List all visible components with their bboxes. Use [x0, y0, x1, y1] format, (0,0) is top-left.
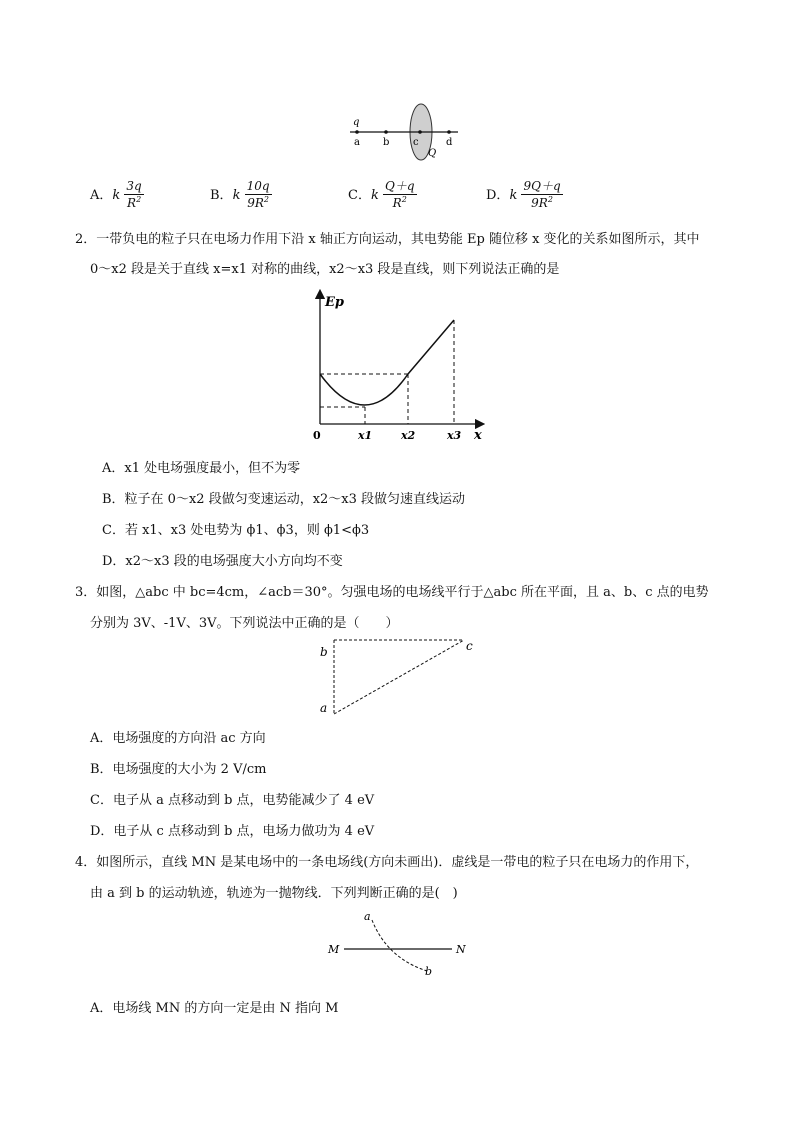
q1-option-d: D．k $\frac{9Q+q}{9R^2}$	[486, 179, 561, 210]
q1-label-c: c	[413, 137, 419, 148]
q4-stem-line2: 由 a 到 b 的运动轨迹，轨迹为一抛物线．下列判断正确的是( )	[90, 886, 458, 901]
q2-stem-line2: 0～x2 段是关于直线 x=x1 对称的曲线，x2～x3 段是直线，则下列说法正确的是	[90, 262, 560, 277]
q1-label-b: b	[383, 137, 390, 148]
q1-label-q: q	[353, 117, 360, 128]
q1-label-Q: Q	[428, 148, 437, 159]
q2-x2-label: x2	[401, 429, 416, 442]
q1-option-c: C．k $\frac{Q+q}{R^2}$	[348, 179, 415, 210]
q4-label-N: N	[456, 943, 466, 956]
q3-stem-line2: 分别为 3V、-1V、3V。下列说法中正确的是（ ）	[90, 616, 399, 631]
q3-option-d: D．电子从 c 点移动到 b 点，电场力做功为 4 eV	[90, 824, 375, 839]
q1-label-d: d	[446, 137, 453, 148]
q2-ylabel: Ep	[325, 295, 344, 310]
q2-option-b: B．粒子在 0～x2 段做匀变速运动，x2～x3 段做匀速直线运动	[102, 492, 466, 507]
q2-option-c: C．若 x1、x3 处电势为 ϕ1、ϕ3，则 ϕ1<ϕ3	[102, 523, 370, 538]
q2-x1-label: x1	[358, 429, 373, 442]
q2-ep-graph	[300, 286, 500, 448]
q1-option-a: A．k $\frac{3q}{R^2}$	[90, 179, 142, 210]
q2-stem-line1: 2．一带负电的粒子只在电场力作用下沿 x 轴正方向运动，其电势能 Ep 随位移 x 变化的关系如图所示，其中	[75, 232, 700, 247]
q3-triangle-figure	[316, 634, 486, 720]
q3-label-c: c	[466, 639, 473, 653]
q3-option-a: A．电场强度的方向沿 ac 方向	[90, 731, 266, 746]
q2-ep-curve	[320, 320, 454, 405]
q2-option-d: D．x2～x3 段的电场强度大小方向均不变	[102, 554, 343, 569]
q2-origin-label: 0	[313, 429, 321, 442]
q1-label-a: a	[354, 137, 360, 148]
q4-trajectory	[372, 920, 427, 971]
q4-stem-line1: 4．如图所示，直线 MN 是某电场中的一条电场线(方向未画出)．虚线是一带电的粒子只在电场力的作用下，	[75, 855, 699, 870]
q4-label-b: b	[425, 965, 433, 978]
q2-option-a: A．x1 处电场强度最小，但不为零	[102, 461, 301, 476]
q1-option-b: B．k $\frac{10q}{9R^2}$	[210, 179, 270, 210]
q4-option-a: A．电场线 MN 的方向一定是由 N 指向 M	[90, 1001, 339, 1016]
q4-label-M: M	[328, 943, 340, 956]
q3-label-b: b	[320, 645, 328, 659]
q3-label-a: a	[320, 701, 328, 715]
q4-field-line-figure	[322, 908, 472, 980]
q2-x3-label: x3	[447, 429, 462, 442]
q1-figure	[340, 98, 470, 164]
q3-option-b: B．电场强度的大小为 2 V/cm	[90, 762, 267, 777]
q3-option-c: C．电子从 a 点移动到 b 点，电势能减少了 4 eV	[90, 793, 375, 808]
q4-label-a: a	[364, 910, 371, 923]
q2-xaxis-label: x	[474, 428, 482, 443]
q3-stem-line1: 3．如图，△abc 中 bc=4cm，∠acb＝30°。匀强电场的电场线平行于△abc 所在平面，且 a、b、c 点的电势	[75, 585, 709, 600]
